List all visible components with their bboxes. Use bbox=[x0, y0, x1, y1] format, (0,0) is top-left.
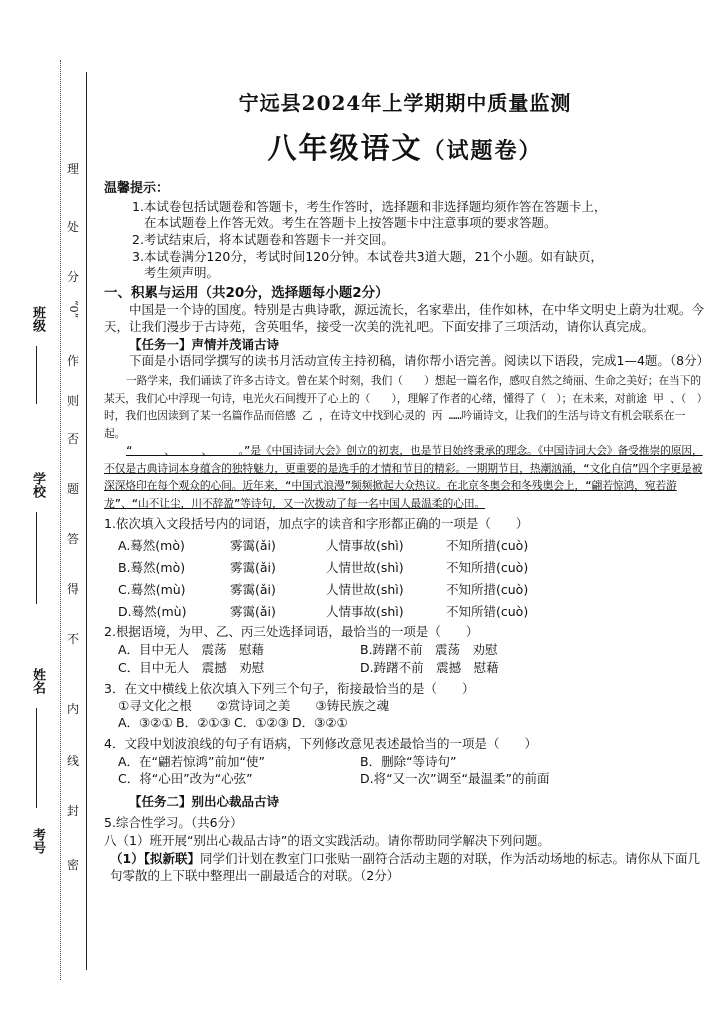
option-cell: 不知所措(cuò) bbox=[446, 581, 529, 597]
option-row bbox=[118, 604, 706, 621]
option-cell: A．③②① bbox=[118, 714, 173, 730]
exam-title: 宁远县2024年上学期期中质量监测 bbox=[238, 91, 572, 115]
subject-title-suffix: （试题卷） bbox=[422, 138, 543, 164]
margin-warning-char: 分 bbox=[66, 270, 79, 284]
margin-warning-char: 题 bbox=[66, 482, 79, 496]
option-cell: B.踌躇不前 震荡 劝慰 bbox=[360, 642, 498, 658]
option-cell: 雾霭(ǎi) bbox=[230, 603, 276, 619]
option-cell: D.蓦然(mù) bbox=[118, 603, 187, 619]
option-cell: 不知所错(cuò) bbox=[446, 603, 529, 619]
margin-warning-char: 答 bbox=[66, 532, 79, 546]
reading-passage bbox=[104, 372, 706, 512]
option-cell: 人情事故(shì) bbox=[326, 537, 404, 553]
question-1-stem: 1.依次填入文段括号内的词语，加点字的读音和字形都正确的一项是（ ） bbox=[104, 516, 529, 532]
tip-line: 考生须声明。 bbox=[144, 265, 220, 281]
task-heading: 【任务一】声情并茂诵古诗 bbox=[129, 336, 280, 352]
margin-warning-char: 处 bbox=[66, 220, 79, 234]
name-blank bbox=[36, 708, 37, 808]
option-cell: A．在“翩若惊鸿”前加“使” bbox=[118, 753, 265, 769]
question-5-stem: 5.综合性学习。（共6分） bbox=[104, 815, 243, 831]
sub-question-text: 同学们计划在教室门口张贴一副符合活动主题的对联，作为活动场地的标志。请你从下面几句零散的上下联中整理出一副最适合的对联。（2分） bbox=[110, 850, 700, 883]
tip-line: 在本试题卷上作答无效。考生在答题卡上按答题卡中注意事项的要求答题。 bbox=[144, 215, 557, 231]
option-cell: 不知所措(cuò) bbox=[446, 537, 529, 553]
name-label: 姓名 bbox=[30, 668, 45, 694]
option-row bbox=[118, 582, 706, 599]
question-3-stem: 3．在文中横线上依次填入下列三个句子，衔接最恰当的是（ ） bbox=[104, 681, 475, 697]
option-cell: B.蓦然(mò) bbox=[118, 559, 186, 575]
margin-warning-char: 否 bbox=[66, 432, 79, 446]
school-blank bbox=[36, 512, 37, 604]
option-cell: 雾霭(ǎi) bbox=[230, 537, 276, 553]
option-cell: D.将“又一次”调至“最温柔”的前面 bbox=[360, 771, 550, 787]
margin-warning-char: 得 bbox=[66, 582, 79, 596]
option-row bbox=[104, 771, 706, 788]
option-cell: 雾霭(ǎi) bbox=[230, 581, 276, 597]
sub-question-tag: （1）【拟新联】 bbox=[110, 850, 200, 866]
cut-dotted-line bbox=[60, 60, 61, 980]
option-cell: 不知所措(cuò) bbox=[446, 559, 529, 575]
margin-warning-char: 内 bbox=[66, 702, 79, 716]
tip-line: 3.本试卷满分120分，考试时间120分钟。本试卷共3道大题，21个小题。如有缺页， bbox=[132, 248, 604, 264]
class-label: 班级 bbox=[30, 306, 45, 332]
margin-warning-char: “0” bbox=[67, 300, 80, 319]
question-1-options bbox=[104, 538, 706, 621]
option-cell: D．③②① bbox=[292, 714, 348, 730]
option-cell: A．目中无人 震荡 慰藉 bbox=[118, 642, 265, 658]
task-heading: 【任务二】别出心裁品古诗 bbox=[129, 794, 280, 810]
margin-warning-char: 不 bbox=[66, 632, 79, 646]
option-row bbox=[118, 538, 706, 555]
margin-warning-char: 理 bbox=[66, 162, 79, 176]
exam-subtitle bbox=[104, 129, 706, 168]
exam-content bbox=[104, 84, 710, 885]
passage-paragraph: 一路学来，我们诵读了许多古诗文。曾在某个时刻，我们（ ）想起一篇名作，感叹自然之绮丽、生命之美好；在当下的某天，我们心中浮现一句诗，电光火石间搜开了心上的（ ），理解了作者的心绪，懂得了（ ）；在未来，对前途 甲 、（ ）时，我们也因读到了某一名篇作品而倍感 乙 ，在诗文中找到心灵的 丙 ……吟诵诗文，让我们的生活与诗文有机会联系在一起。 bbox=[104, 374, 702, 440]
passage-paragraph: “ 、 、 。”是《中国诗词大会》创立的初衷，也是节目始终秉承的理念。《中国诗词大会》备受推崇的原因，不仅是古典诗词本身蕴含的独特魅力，更重要的是选手的才情和节目的精彩。一期期节目，热潮汹涌，“文化自信”四个字更是被深深烙印在每个观众的心间。近年来，“中国式浪漫”频频掀起大众热议。在北京冬奥会和冬残奥会上，“翩若惊鸿，宛若游龙”、“山不让尘，川不辞盈”等诗句，又一次拨动了每一名中国人最温柔的心田。 bbox=[104, 444, 703, 510]
subject-title: 八年级语文 bbox=[267, 131, 423, 165]
margin-warning-char: 作 bbox=[66, 354, 79, 368]
question-3-items: ①寻文化之根 ②赏诗词之美 ③铸民族之魂 bbox=[118, 697, 390, 713]
tips-heading: 温馨提示： bbox=[104, 181, 170, 197]
question-2-stem: 2.根据语境，为甲、乙、丙三处选择词语，最恰当的一项是（ ） bbox=[104, 624, 479, 640]
option-cell: C．①②③ bbox=[234, 714, 289, 730]
question-4-stem: 4．文段中划波浪线的句子有语病，下列修改意见表述最恰当的一项是（ ） bbox=[104, 735, 537, 751]
option-cell: B．②①③ bbox=[176, 714, 231, 730]
question-5-body: 八（1）班开展“别出心裁品古诗”的语文实践活动。请你帮助同学解决下列问题。 bbox=[104, 833, 550, 849]
option-cell: C.蓦然(mù) bbox=[118, 581, 186, 597]
option-row bbox=[104, 660, 706, 677]
school-label: 学校 bbox=[30, 472, 45, 498]
option-row bbox=[118, 560, 706, 577]
option-cell: C．将“心田”改为“心弦” bbox=[118, 771, 253, 787]
option-cell: B．删除“等诗句” bbox=[360, 753, 457, 769]
margin-warning-char: 线 bbox=[66, 754, 79, 768]
binding-line bbox=[86, 72, 87, 970]
section-intro: 中国是一个诗的国度。特别是古典诗歌，源远流长，名家辈出，佳作如林，在中华文明史上蔚为壮观。今天，让我们漫步于古诗苑，含英咀华，接受一次美的洗礼吧。下面安排了三项活动，请你认真完成。 bbox=[104, 302, 705, 334]
question-5-sub1 bbox=[104, 851, 706, 885]
option-cell: A.蓦然(mò) bbox=[118, 537, 185, 553]
option-cell: 人情事故(shì) bbox=[326, 603, 404, 619]
class-blank bbox=[36, 346, 37, 404]
margin-warning-char: 封 bbox=[66, 804, 79, 818]
option-cell: 人情世故(shì) bbox=[326, 559, 404, 575]
tip-line: 2.考试结束后，将本试题卷和答题卡一并交回。 bbox=[132, 231, 394, 247]
option-cell: 人情世故(shì) bbox=[326, 581, 404, 597]
option-cell: D.踌躇不前 震撼 慰藉 bbox=[360, 660, 499, 676]
exam-number-label: 考号 bbox=[30, 828, 45, 854]
option-row bbox=[104, 754, 706, 771]
tip-line: 1.本试卷包括试题卷和答题卡，考生作答时，选择题和非选择题均须作答在答题卡上， bbox=[132, 198, 607, 214]
margin-warning-char: 密 bbox=[66, 858, 79, 872]
option-cell: C．目中无人 震撼 劝慰 bbox=[118, 660, 265, 676]
option-row bbox=[104, 642, 706, 659]
margin-warning-char: 则 bbox=[66, 394, 79, 408]
task-intro: 下面是小语同学撰写的读书月活动宣传主持初稿，请你帮小语完善。阅读以下语段，完成1—4题。（8分） bbox=[129, 353, 710, 369]
section-heading: 一、积累与运用（共20分，选择题每小题2分） bbox=[104, 284, 389, 301]
option-row bbox=[104, 715, 706, 732]
option-cell: 雾霭(ǎi) bbox=[230, 559, 276, 575]
